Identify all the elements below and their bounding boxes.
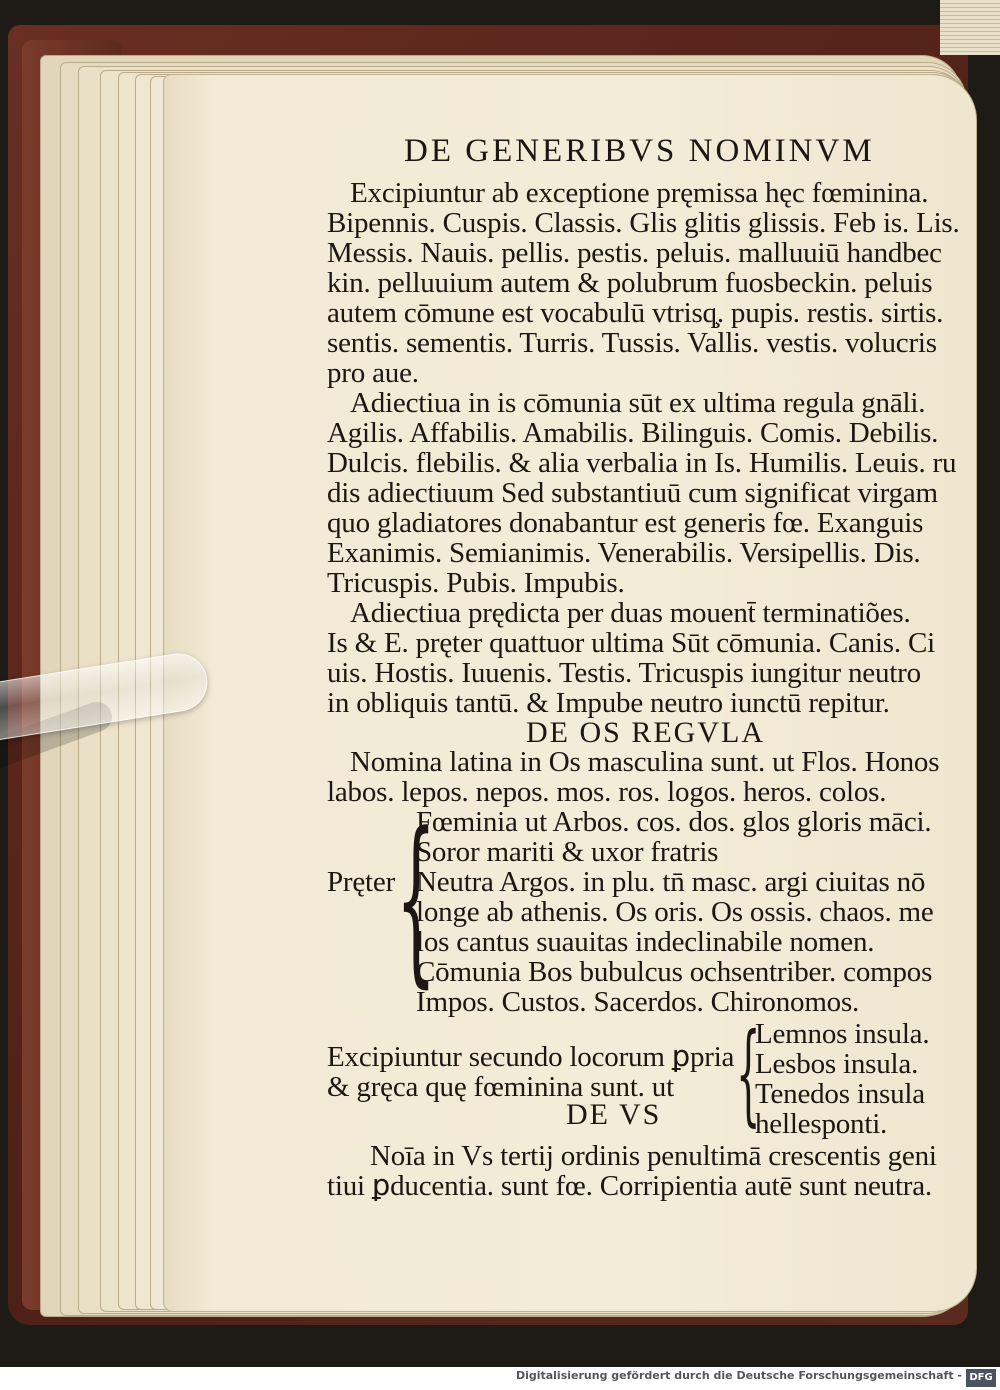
text-line: Soror mariti & uxor fratris	[416, 836, 719, 868]
text-line: Is & E. pręter quattuor ultima Sūt cōmunia. Canis. Ci	[327, 627, 935, 659]
page-header: DE GENERIBVS NOMINVM	[404, 133, 875, 169]
text-line: Fœminia ut Arbos. cos. dos. glos gloris māci.	[416, 806, 932, 838]
text-line: Excipiuntur secundo locorum ꝑpria	[327, 1041, 735, 1073]
text-line: Messis. Nauis. pellis. pestis. peluis. malluuiū handbec	[327, 237, 942, 269]
text-line: longe ab athenis. Os oris. Os ossis. chaos. me	[416, 896, 934, 928]
text-line: Bipennis. Cuspis. Classis. Glis glitis glissis. Feb is. Lis.	[327, 207, 960, 239]
text-line: Noīa in Vs tertij ordinis penultimā crescentis geni	[370, 1140, 937, 1172]
text-line: Impos. Custos. Sacerdos. Chironomos.	[416, 986, 860, 1018]
brace-right-small: {	[736, 1009, 761, 1137]
text-line: Adiectiua prędicta per duas mouent̄ terminatiões.	[350, 597, 911, 629]
text-line: Exanimis. Semianimis. Venerabilis. Versipellis. Dis.	[327, 537, 921, 569]
section-heading-us: DE VS	[566, 1098, 662, 1131]
text-line: autem cōmune est vocabulū vtrisq̧. pupis. restis. sirtis.	[327, 297, 944, 329]
text-line: in obliquis tantū. & Impube neutro iunctū repitur.	[327, 687, 890, 719]
text-line: Excipiuntur ab exceptione pręmissa hęc fœminina.	[350, 177, 929, 209]
text-line: Tenedos insula	[755, 1078, 925, 1110]
text-line: Dulcis. flebilis. & alia verbalia in Is. Humilis. Leuis. ru	[327, 447, 957, 479]
text-line: quo gladiatores donabantur est generis fœ. Exanguis	[327, 507, 924, 539]
text-line: hellesponti.	[755, 1108, 888, 1140]
page-edges-top	[940, 0, 1000, 55]
footer-credit: Digitalisierung gefördert durch die Deutsche Forschungsgemeinschaft -	[515, 1369, 962, 1382]
section-heading-os: DE OS REGVLA	[526, 716, 765, 749]
text-line: Cōmunia Bos bubulcus ochsentriber. compos	[416, 956, 933, 988]
text-line: Tricuspis. Pubis. Impubis.	[327, 567, 625, 599]
text-line: Neutra Argos. in plu. tn̄ masc. argi ciuitas nō	[416, 866, 926, 898]
text-line: labos. lepos. nepos. mos. ros. logos. heros. colos.	[327, 776, 887, 808]
text-line: los cantus suauitas indeclinabile nomen.	[416, 926, 875, 958]
dfg-logo: DFG	[966, 1369, 996, 1387]
brace-left-large: {	[396, 795, 437, 1004]
text-line: tiui ꝑducentia. sunt fœ. Corripientia autē sunt neutra.	[327, 1170, 932, 1202]
text-line: Adiectiua in is cōmunia sūt ex ultima regula gnāli.	[350, 387, 926, 419]
text-line: uis. Hostis. Iuuenis. Testis. Tricuspis iungitur neutro	[327, 657, 921, 689]
text-line: sentis. sementis. Turris. Tussis. Vallis. vestis. volucris	[327, 327, 937, 359]
text-line: dis adiectiuum Sed substantiuū cum significat virgam	[327, 477, 938, 509]
text-line: kin. pelluuium autem & polubrum fuosbeckin. peluis	[327, 267, 933, 299]
text-line: Agilis. Affabilis. Amabilis. Bilinguis. Comis. Debilis.	[327, 417, 939, 449]
footer-bar	[0, 1367, 1000, 1390]
text-line: Nomina latina in Os masculina sunt. ut Flos. Honos	[350, 746, 940, 778]
preter-label: Pręter	[327, 866, 396, 898]
text-line: Lesbos insula.	[755, 1048, 919, 1080]
text-line: & gręca quę fœminina sunt. ut	[327, 1071, 674, 1103]
text-line: pro aue.	[327, 357, 419, 389]
text-line: Lemnos insula.	[755, 1018, 930, 1050]
